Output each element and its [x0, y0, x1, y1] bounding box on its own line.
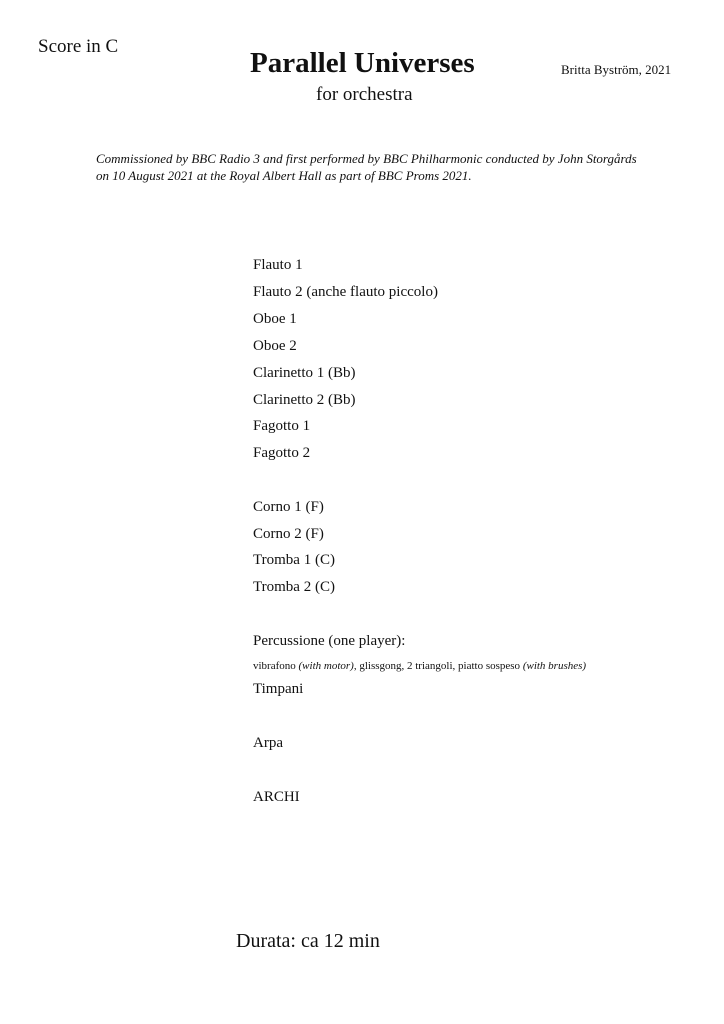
- instrument-clarinet-2: Clarinetto 2 (Bb): [253, 392, 356, 408]
- page-title: Parallel Universes: [250, 47, 475, 79]
- percussion-detail-text-1: vibrafono: [253, 660, 299, 672]
- instrument-horn-1: Corno 1 (F): [253, 499, 324, 515]
- percussion-detail-text-2: , glissgong, 2 triangoli, piatto sospeso: [353, 660, 523, 672]
- instrument-horn-2: Corno 2 (F): [253, 526, 324, 542]
- instrument-timpani: Timpani: [253, 681, 304, 697]
- composer-credit: Britta Byström, 2021: [561, 62, 672, 77]
- instrument-bassoon-1: Fagotto 1: [253, 418, 311, 434]
- duration: Durata: ca 12 min: [236, 930, 380, 952]
- percussion-detail: [253, 660, 586, 672]
- instrument-bassoon-2: Fagotto 2: [253, 445, 311, 461]
- percussion-detail-italic-1: (with motor): [298, 660, 354, 672]
- instrument-trumpet-1: Tromba 1 (C): [253, 552, 335, 568]
- percussion-heading: Percussione (one player):: [253, 633, 406, 649]
- instrument-strings: ARCHI: [253, 789, 300, 805]
- commission-note: [96, 150, 696, 184]
- instrument-trumpet-2: Tromba 2 (C): [253, 579, 335, 595]
- instrument-clarinet-1: Clarinetto 1 (Bb): [253, 365, 356, 381]
- instrument-flute-2: Flauto 2 (anche flauto piccolo): [253, 284, 438, 300]
- page-subtitle: for orchestra: [316, 84, 413, 105]
- commission-line-1: Commissioned by BBC Radio 3 and first performed by BBC Philharmonic conducted by John Storgårds: [96, 151, 637, 166]
- percussion-detail-italic-2: (with brushes): [522, 660, 587, 672]
- instrument-harp: Arpa: [253, 735, 283, 751]
- instrument-oboe-1: Oboe 1: [253, 311, 297, 327]
- commission-line-2: on 10 August 2021 at the Royal Albert Hall as part of BBC Proms 2021.: [96, 168, 472, 183]
- instrument-flute-1: Flauto 1: [253, 257, 303, 273]
- score-label: Score in C: [38, 36, 119, 57]
- instrument-oboe-2: Oboe 2: [253, 338, 297, 354]
